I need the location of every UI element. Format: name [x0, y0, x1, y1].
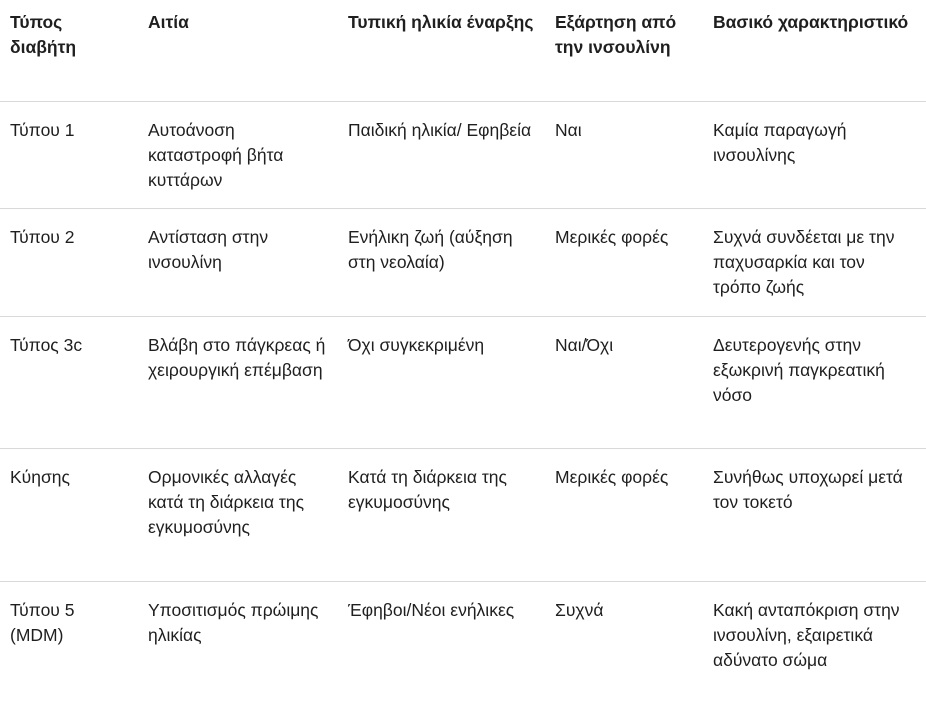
table-row — [0, 448, 926, 581]
cell-cause: Αυτοάνοση καταστροφή βήτα κυττάρων — [138, 101, 338, 208]
cell-feature: Καμία παραγωγή ινσουλίνης — [703, 101, 926, 208]
cell-insulin: Μερικές φορές — [545, 208, 703, 316]
cell-onset: Έφηβοι/Νέοι ενήλικες — [348, 599, 515, 620]
cell-feature: Συνήθως υποχωρεί μετά τον τοκετό — [703, 448, 926, 581]
header-cause: Αιτία — [138, 0, 338, 101]
cell-type: Τύπου 2 — [0, 208, 138, 316]
cell-onset: Όχι συγκεκριμένη — [338, 316, 545, 448]
cell-feature: Συχνά συνδέεται με την παχυσαρκία και τον τρόπο ζωής — [703, 208, 926, 316]
table-body — [0, 101, 926, 712]
cell-cause: Βλάβη στο πάγκρεας ή χειρουργική επέμβαση — [138, 316, 338, 448]
cell-type: Τύπου 1 — [0, 101, 138, 208]
table-row — [0, 101, 926, 208]
table-row — [0, 581, 926, 712]
cell-insulin: Ναι — [545, 101, 703, 208]
cell-feature: Δευτερογενής στην εξωκρινή παγκρεατική νόσο — [703, 316, 926, 448]
cell-onset: Παιδική ηλικία/ Εφηβεία — [338, 101, 545, 208]
table-row — [0, 208, 926, 316]
cell-insulin: Ναι/Όχι — [545, 316, 703, 448]
cell-cause: Υποσιτισμός πρώιμης ηλικίας — [148, 599, 319, 645]
header-diabetes-type: Τύπος διαβήτη — [0, 0, 138, 101]
cell-cause: Ορμονικές αλλαγές κατά τη διάρκεια της εγκυμοσύνης — [138, 448, 338, 581]
cell-type: Κύησης — [0, 448, 138, 581]
table-row — [0, 316, 926, 448]
cell-type: Τύπος 3c — [0, 316, 138, 448]
cell-onset: Κατά τη διάρκεια της εγκυμοσύνης — [338, 448, 545, 581]
header-row — [0, 0, 926, 101]
header-typical-onset-age: Τυπική ηλικία έναρξης — [338, 0, 545, 101]
cell-insulin: Συχνά — [555, 599, 604, 620]
cell-cause: Αντίσταση στην ινσουλίνη — [138, 208, 338, 316]
cell-insulin: Μερικές φορές — [545, 448, 703, 581]
header-insulin-dependence: Εξάρτηση από την ινσουλίνη — [545, 0, 703, 101]
cell-type: Τύπου 5 (MDM) — [10, 599, 75, 645]
cell-onset: Ενήλικη ζωή (αύξηση στη νεολαία) — [338, 208, 545, 316]
cell-feature: Κακή ανταπόκριση στην ινσουλίνη, εξαιρετικά αδύνατο σώμα — [713, 599, 900, 670]
table-header — [0, 0, 926, 101]
header-key-feature: Βασικό χαρακτηριστικό — [703, 0, 926, 101]
